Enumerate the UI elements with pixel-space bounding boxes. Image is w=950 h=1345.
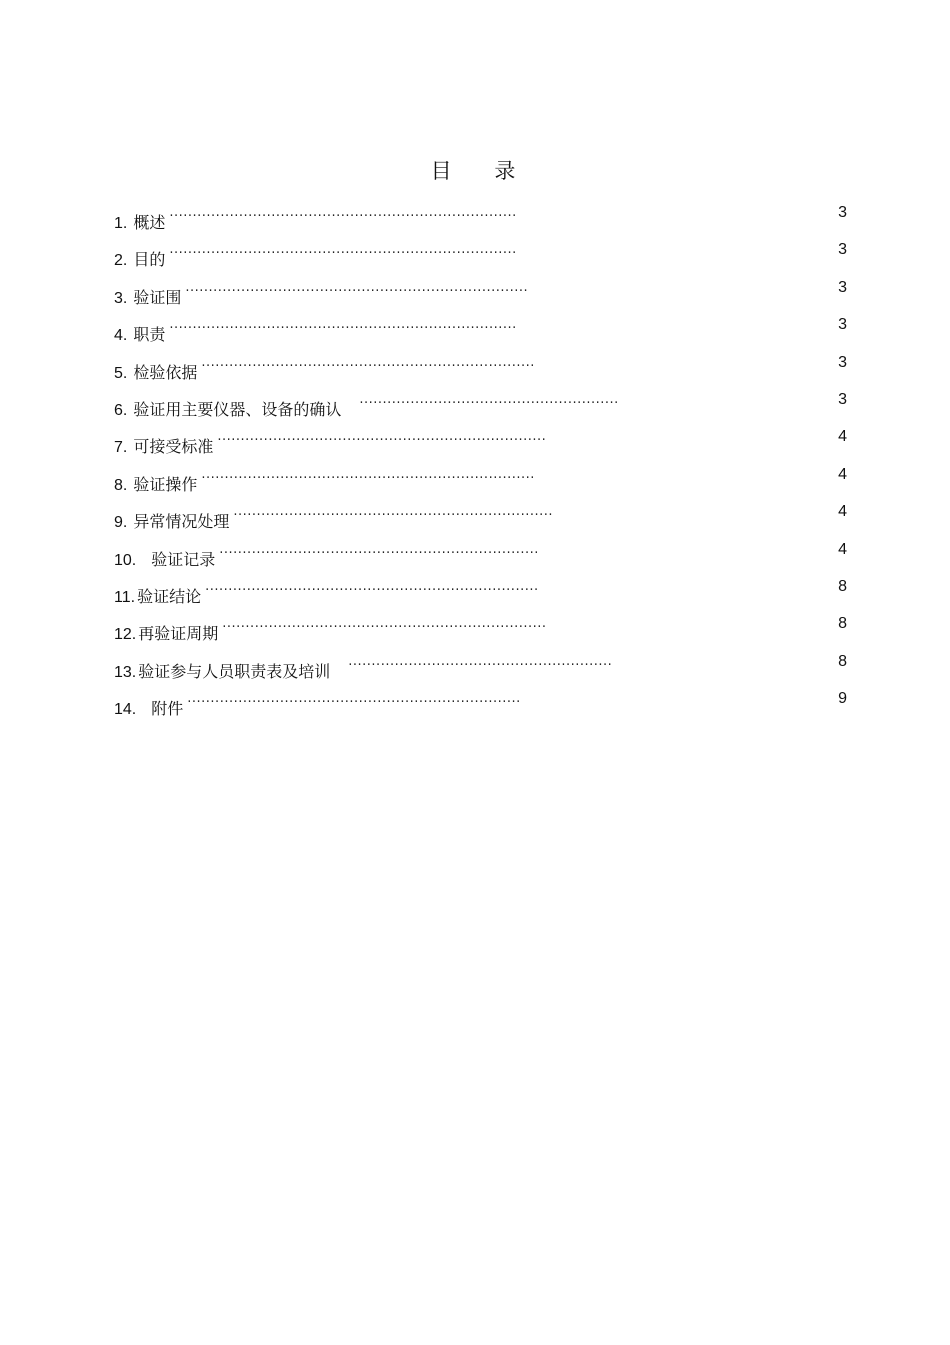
toc-entry xyxy=(114,497,850,534)
toc-entry-label: 检验依据 xyxy=(133,362,198,382)
toc-leader-dots: ....................................................................... xyxy=(217,429,547,445)
toc-title: 目 录 xyxy=(430,159,534,183)
toc-entry-page-number: 3 xyxy=(838,353,847,371)
toc-entry-page-number: 3 xyxy=(838,316,847,334)
toc-entry-text xyxy=(114,310,517,351)
toc-entry-page-number: 3 xyxy=(838,278,847,296)
toc-entry xyxy=(114,460,850,497)
toc-entry-text xyxy=(114,235,517,276)
toc-entry-label: 验证结论 xyxy=(137,586,202,606)
toc-entry-text xyxy=(114,422,546,463)
toc-entry-page-number: 9 xyxy=(838,690,847,708)
toc-entry-number: 9. xyxy=(114,514,128,532)
toc-entry-text xyxy=(114,609,547,650)
toc-entry-page-number: 4 xyxy=(838,465,847,483)
toc-entry-text xyxy=(114,460,535,501)
toc-entry-page-number: 8 xyxy=(838,615,847,633)
toc-entry-text xyxy=(114,684,521,725)
toc-entry xyxy=(114,535,850,572)
toc-leader-dots: .......................................................................... xyxy=(185,279,529,295)
toc-entry-label: 概述 xyxy=(133,213,166,232)
toc-entry-number: 1. xyxy=(114,215,128,232)
toc-entry-text xyxy=(114,535,539,576)
toc-leader-dots: ........................................................................ xyxy=(201,354,535,370)
toc-entry-text xyxy=(114,273,528,314)
toc-leader-dots: ........................................................................... xyxy=(169,205,517,220)
toc-entry xyxy=(114,198,850,235)
toc-entry-number: 5. xyxy=(114,364,128,382)
toc-leader-dots: ........................................................................... xyxy=(169,242,517,258)
toc-leader-dots: ...................................................................... xyxy=(222,616,547,632)
toc-entry-number: 3. xyxy=(114,289,128,307)
toc-entry-text xyxy=(114,385,619,426)
toc-entry xyxy=(114,385,850,422)
toc-leader-dots: ........................................................................ xyxy=(187,691,521,707)
toc-entry-number: 4. xyxy=(114,327,128,345)
toc-entry-number: 10. xyxy=(114,551,137,569)
toc-entry-text xyxy=(114,497,553,538)
toc-entry xyxy=(114,684,850,721)
toc-leader-dots: ........................................................................ xyxy=(205,578,539,594)
toc-entry-label: 验证参与人员职责表及培训 xyxy=(138,661,331,681)
toc-entry-page-number: 8 xyxy=(838,652,847,670)
toc-leader-dots: ..................................................................... xyxy=(233,504,553,520)
toc-entry-label: 目的 xyxy=(133,250,166,270)
toc-entry-label: 验证围 xyxy=(133,287,182,307)
toc-entry-label: 再验证周期 xyxy=(138,624,219,644)
toc-entry-number: 14. xyxy=(114,701,137,719)
toc-entry-label: 附件 xyxy=(151,699,184,719)
toc-leader-dots: ........................................................................... xyxy=(169,317,517,333)
toc-entry-page-number: 4 xyxy=(838,540,847,558)
toc-entry-text xyxy=(114,198,517,239)
toc-entry-number: 2. xyxy=(114,252,128,270)
toc-leader-dots: ........................................................ xyxy=(359,391,619,407)
toc-entry-text xyxy=(114,647,612,688)
toc-entry-page-number: 8 xyxy=(838,577,847,595)
toc-entry-label: 可接受标准 xyxy=(133,437,214,457)
toc-entry xyxy=(114,609,850,646)
toc-entry-number: 12. xyxy=(114,626,137,644)
toc-entry-text xyxy=(114,348,535,389)
toc-entry xyxy=(114,422,850,459)
toc-entry-label: 异常情况处理 xyxy=(133,512,230,532)
toc-entry xyxy=(114,235,850,272)
toc-entry-number: 6. xyxy=(114,401,128,419)
toc-entry xyxy=(114,348,850,385)
toc-entry-label: 验证操作 xyxy=(133,474,198,494)
toc-entry-page-number: 4 xyxy=(838,503,847,521)
toc-entry-page-number: 4 xyxy=(838,428,847,446)
toc-entry-label: 职责 xyxy=(133,325,166,345)
toc-leader-dots: ..................................................................... xyxy=(219,541,539,557)
toc-entry-number: 13. xyxy=(114,663,137,681)
toc-entry xyxy=(114,647,850,684)
toc-entry-label: 验证记录 xyxy=(151,549,216,569)
toc-entry xyxy=(114,310,850,347)
toc-entry-number: 7. xyxy=(114,439,128,457)
toc-entry-label: 验证用主要仪器、设备的确认 xyxy=(133,399,342,419)
toc-entry xyxy=(114,273,850,310)
toc-entry-number: 11. xyxy=(114,588,136,606)
toc-entry xyxy=(114,572,850,609)
toc-entry-number: 8. xyxy=(114,476,128,494)
toc-entry-page-number: 3 xyxy=(838,204,847,221)
toc-list xyxy=(114,198,850,721)
toc-entry-text xyxy=(114,572,539,613)
toc-leader-dots: ......................................................... xyxy=(348,653,613,669)
toc-entry-page-number: 3 xyxy=(838,241,847,259)
toc-entry-page-number: 3 xyxy=(838,390,847,408)
toc-leader-dots: ........................................................................ xyxy=(201,466,535,482)
